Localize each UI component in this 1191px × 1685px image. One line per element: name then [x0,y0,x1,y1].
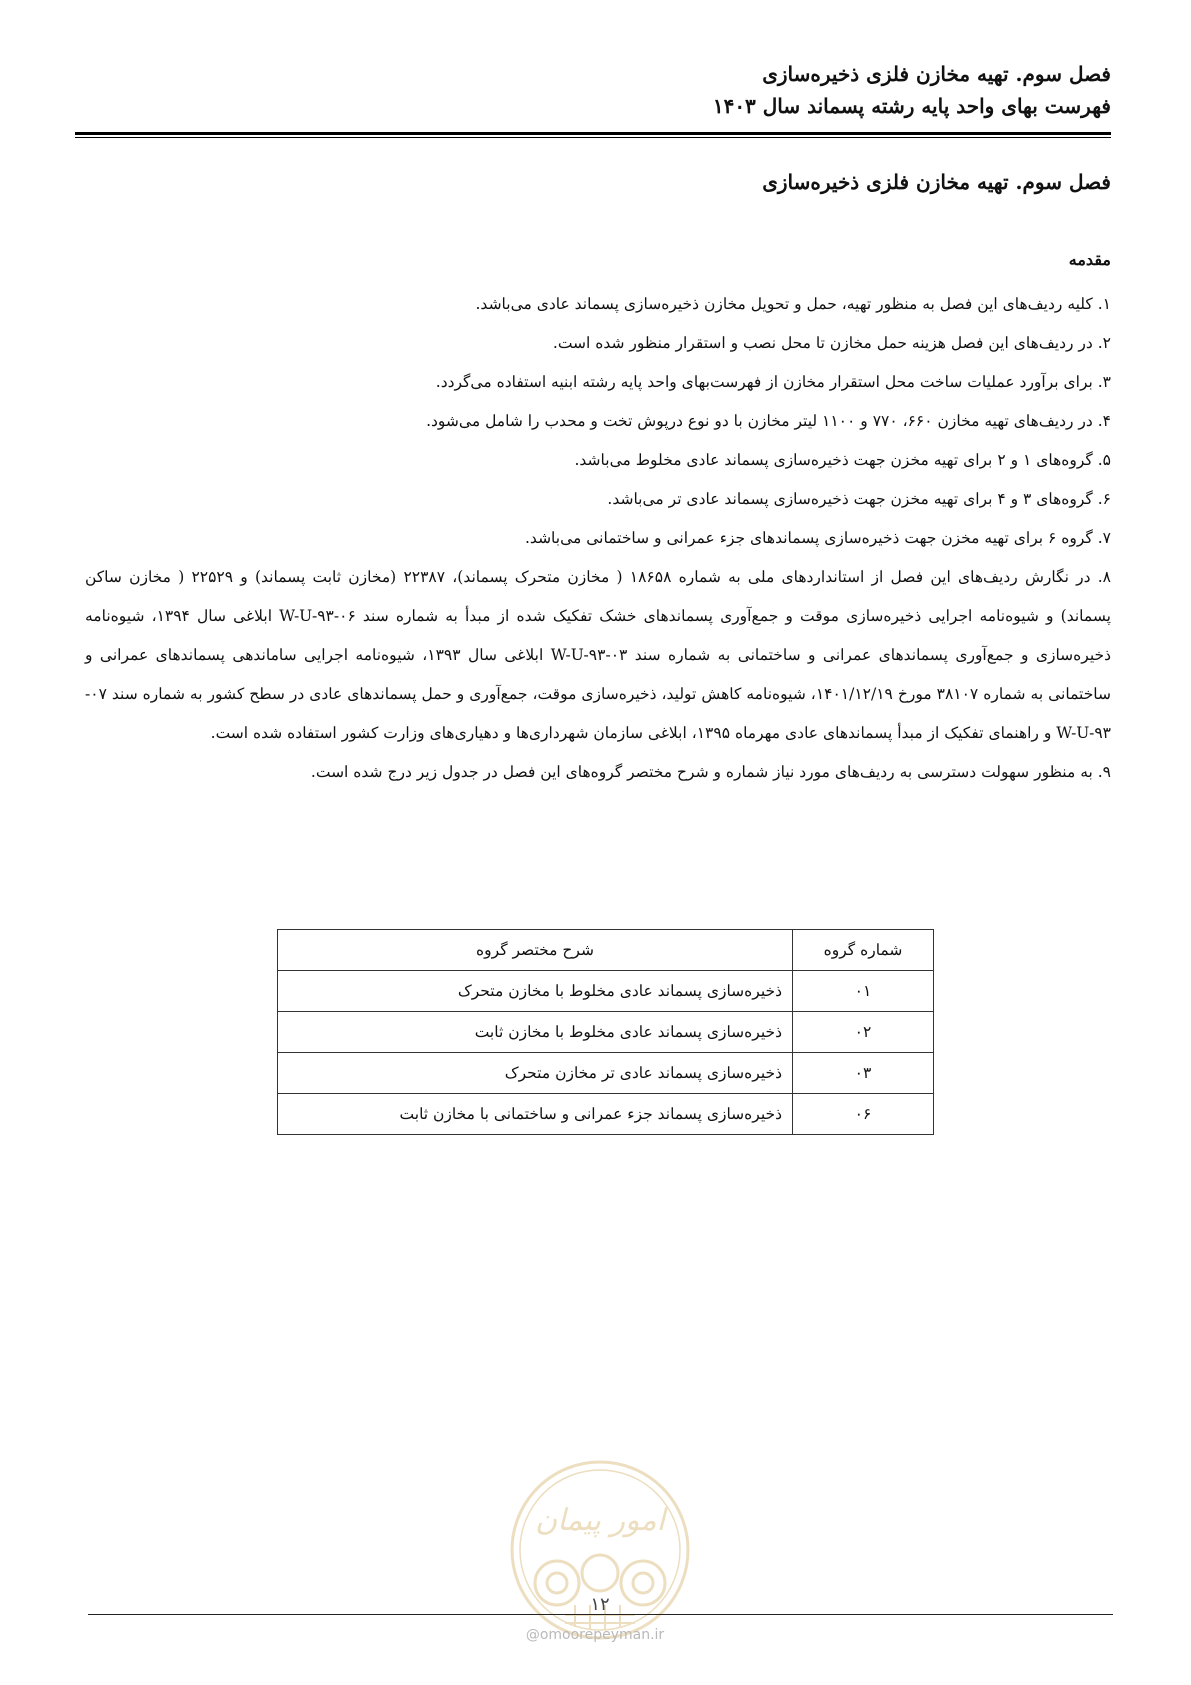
group-table [277,929,934,1135]
intro-list [85,285,1111,792]
section-title: فصل سوم. تهیه مخازن فلزی ذخیره‌سازی [762,170,1111,194]
group-description-cell: ذخیره‌سازی پسماند عادی تر مخازن متحرک [278,1053,793,1094]
group-number-cell: ۰۱ [793,971,934,1012]
group-description-cell: ذخیره‌سازی پسماند عادی مخلوط با مخازن متحرک [278,971,793,1012]
table-header-row [278,930,934,971]
intro-item: ۶. گروه‌های ۳ و ۴ برای تهیه مخزن جهت ذخیره‌سازی پسماند عادی تر می‌باشد. [607,490,1111,508]
document-title: فهرست بهای واحد پایه رشته پسماند سال ۱۴۰۳ [712,94,1111,118]
column-header-number: شماره گروه [793,930,934,971]
header-rule-thin [75,137,1111,138]
page-header [75,58,1111,122]
table-row [278,1094,934,1135]
group-number-cell: ۰۲ [793,1012,934,1053]
intro-item: ۲. در ردیف‌های این فصل هزینه حمل مخازن تا محل نصب و استقرار منظور شده است. [552,334,1111,352]
chapter-title: فصل سوم. تهیه مخازن فلزی ذخیره‌سازی [762,62,1111,86]
table-row [278,971,934,1012]
intro-item: ۴. در ردیف‌های تهیه مخازن ۶۶۰، ۷۷۰ و ۱۱۰۰ لیتر مخازن با دو نوع درپوش تخت و محدب را شامل می‌شود. [426,412,1111,430]
group-description-cell: ذخیره‌سازی پسماند عادی مخلوط با مخازن ثابت [278,1012,793,1053]
group-description-cell: ذخیره‌سازی پسماند جزء عمرانی و ساختمانی با مخازن ثابت [278,1094,793,1135]
intro-item: ۵. گروه‌های ۱ و ۲ برای تهیه مخزن جهت ذخیره‌سازی پسماند عادی مخلوط می‌باشد. [574,451,1111,469]
intro-item: ۳. برای برآورد عملیات ساخت محل استقرار مخازن از فهرست‌بهای واحد پایه رشته ابنیه استفاده می‌گردد. [435,373,1111,391]
watermark-url: @omoorepeyman.ir [525,1627,665,1643]
watermark-logo [505,1455,695,1645]
table-row [278,1012,934,1053]
intro-item: ۱. کلیه ردیف‌های این فصل به منظور تهیه، حمل و تحویل مخازن ذخیره‌سازی پسماند عادی می‌باشد. [475,295,1111,313]
page-number: ۱۲ [590,1594,610,1615]
intro-item: ۸. در نگارش ردیف‌های این فصل از استانداردهای ملی به شماره ۱۸۶۵۸ ( مخازن متحرک پسماند)، ۲۲۳۸۷ (مخازن ثابت پسماند) و ۲۲۵۲۹ ( مخازن ساکن پسماند) و شیوه‌نامه اجرایی ذخیره‌سازی موقت و جمع‌آوری پسماندهای خشک تفکیک شده از مبدأ به شماره سند ۰۶-W-U-۹۳ ابلاغی سال ۱۳۹۴، شیوه‌نامه ذخیره‌سازی و جمع‌آوری پسماندهای عمرانی و ساختمانی به شماره سند ۰۳-W-U-۹۳ ابلاغی سال ۱۳۹۳، شیوه‌نامه اجرایی ساماندهی پسماندهای عمرانی و ساختمانی به شماره ۳۸۱۰۷ مورخ ۱۴۰۱/۱۲/۱۹، شیوه‌نامه کاهش تولید، ذخیره‌سازی موقت، جمع‌آوری و حمل پسماندهای عادی در سطح کشور به شماره سند ۰۷-W-U-۹۳ و راهنمای تفکیک از مبدأ پسماندهای عادی مهرماه ۱۳۹۵، ابلاغی سازمان شهرداری‌ها و دهیاری‌های وزارت کشور استفاده شده است. [85,568,1111,742]
table-row [278,1053,934,1094]
column-header-description: شرح مختصر گروه [278,930,793,971]
intro-item: ۷. گروه ۶ برای تهیه مخزن جهت ذخیره‌سازی پسماندهای جزء عمرانی و ساختمانی می‌باشد. [525,529,1111,547]
watermark-logo-text: امور پیمان [535,1503,665,1538]
group-number-cell: ۰۶ [793,1094,934,1135]
header-rule-thick [75,132,1111,135]
intro-item: ۹. به منظور سهولت دسترسی به ردیف‌های مورد نیاز شماره و شرح مختصر گروه‌های این فصل در جدول زیر درج شده است. [310,763,1111,781]
intro-heading: مقدمه [1068,250,1111,269]
group-number-cell: ۰۳ [793,1053,934,1094]
